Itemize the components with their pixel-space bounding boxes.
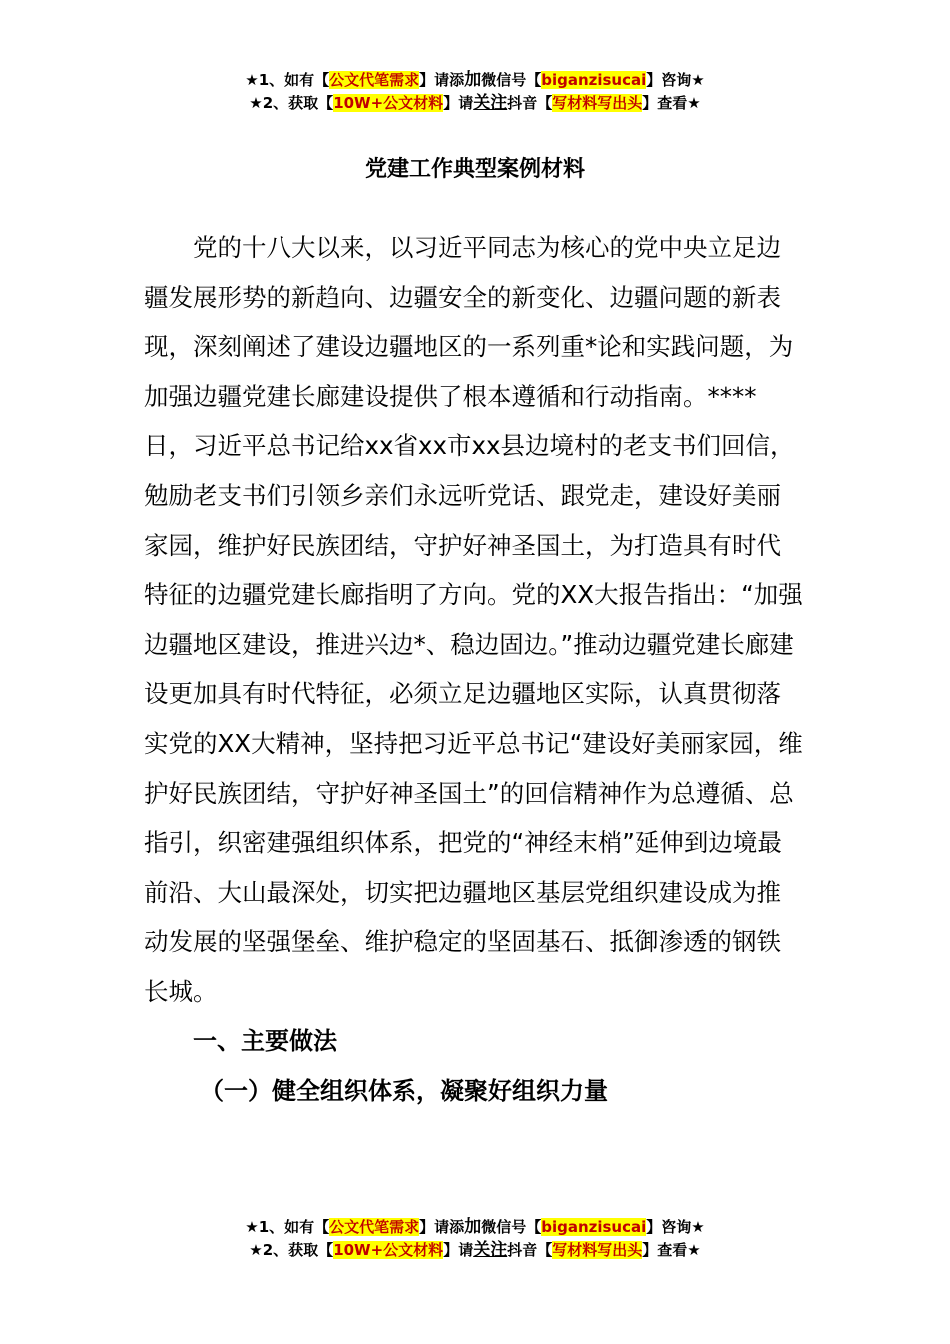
banner-line1-big: 加 [464, 70, 482, 90]
footer-line2-highlight-2: 写材料写出头 [552, 1241, 643, 1259]
banner-line-1 [0, 69, 950, 92]
footer-line1-highlight-2: biganzisucai [541, 1218, 647, 1236]
banner-line1-suffix: 】咨询★ [646, 71, 705, 89]
banner-line2-suffix: 】查看★ [642, 94, 701, 112]
footer-banner-line-2 [0, 1239, 950, 1262]
document-title: 党建工作典型案例材料 [364, 157, 585, 182]
footer-line1-prefix: ★1、如有【 [245, 1218, 330, 1236]
banner-line1-highlight-2: biganzisucai [541, 71, 647, 89]
footer-line2-underlined: 关注 [473, 1240, 508, 1260]
banner-line2-middle-a: 】请 [443, 94, 474, 112]
banner-line2-highlight-1: 10W+公文材料 [333, 94, 444, 112]
footer-line1-big: 加 [464, 1217, 482, 1237]
subsection-heading-1: （一）健全组织体系，凝聚好组织力量 [200, 1077, 608, 1105]
banner-line1-prefix: ★1、如有【 [245, 71, 330, 89]
footer-banner [0, 1216, 950, 1262]
banner-line-2 [0, 92, 950, 115]
footer-banner-line-1 [0, 1216, 950, 1239]
banner-line2-middle-b: 抖音【 [507, 94, 553, 112]
footer-line2-highlight-1: 10W+公文材料 [333, 1241, 444, 1259]
banner-line2-prefix: ★2、获取【 [249, 94, 334, 112]
banner-line1-middle-a: 】请添 [419, 71, 465, 89]
banner-line2-underlined: 关注 [473, 93, 508, 113]
banner-line1-middle-b: 微信号【 [481, 71, 542, 89]
banner-line2-highlight-2: 写材料写出头 [552, 94, 643, 112]
footer-line2-prefix: ★2、获取【 [249, 1241, 334, 1259]
footer-line2-suffix: 】查看★ [642, 1241, 701, 1259]
footer-line1-middle-b: 微信号【 [481, 1218, 542, 1236]
footer-line1-highlight-1: 公文代笔需求 [329, 1218, 420, 1236]
section-heading-1: 一、主要做法 [193, 1027, 337, 1055]
footer-line2-middle-a: 】请 [443, 1241, 474, 1259]
footer-line2-middle-b: 抖音【 [507, 1241, 553, 1259]
banner-line1-highlight-1: 公文代笔需求 [329, 71, 420, 89]
header-banner [0, 69, 950, 115]
footer-line1-middle-a: 】请添 [419, 1218, 465, 1236]
body-paragraph: 党的十八大以来，以习近平同志为核心的党中央立足边疆发展形势的新趋向、边疆安全的新变化、边疆问题的新表现，深刻阐述了建设边疆地区的一系列重*论和实践问题，为加强边疆党建长廊建设提供了根本遵循和行动指南。****日，习近平总书记给xx省xx市xx县边境村的老支书们回信，勉励老支书们引领乡亲们永远听党话、跟党走，建设好美丽家园，维护好民族团结，守护好神圣国土，为打造具有时代特征的边疆党建长廊指明了方向。党的XX大报告指出：“加强边疆地区建设，推进兴边*、稳边固边。”推动边疆党建长廊建设更加具有时代特征，必须立足边疆地区实际，认真贯彻落实党的XX大精神，坚持把习近平总书记“建设好美丽家园，维护好民族团结，守护好神圣国土”的回信精神作为总遵循、总指引，织密建强组织体系，把党的“神经末梢”延伸到边境最前沿、大山最深处，切实把边疆地区基层党组织建设成为推动发展的坚强堡垒、维护稳定的坚固基石、抵御渗透的钢铁长城。 [144, 233, 803, 1006]
footer-line1-suffix: 】咨询★ [646, 1218, 705, 1236]
